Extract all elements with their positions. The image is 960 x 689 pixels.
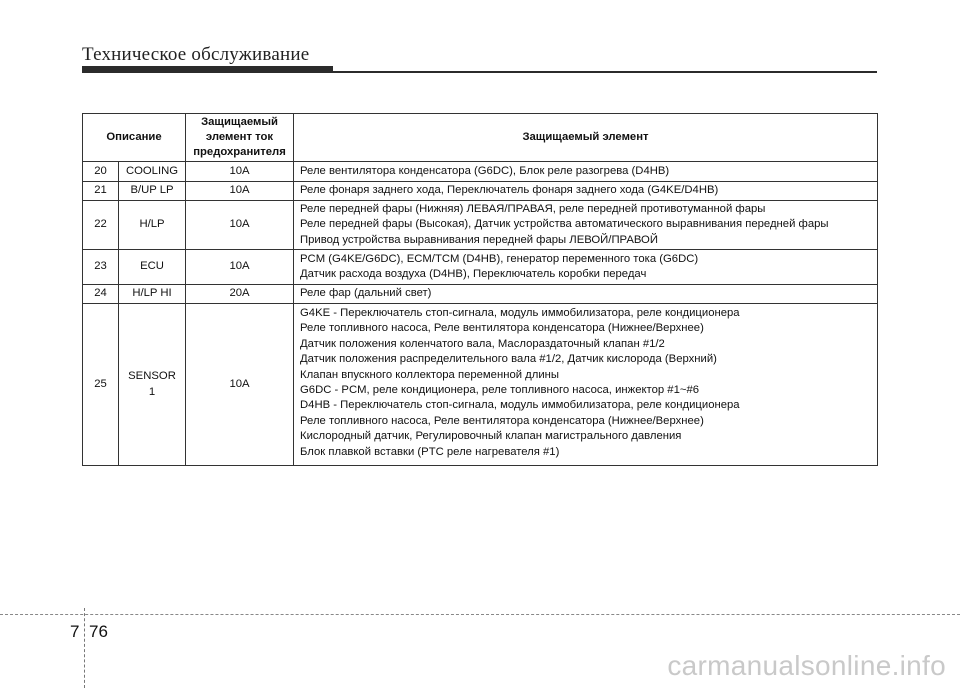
table-header-row <box>83 114 878 162</box>
component-line: Реле топливного насоса, Реле вентилятора конденсатора (Нижнее/Верхнее) <box>300 414 704 427</box>
page-title: Техническое обслуживание <box>82 44 310 65</box>
component-line: Привод устройства выравнивания передней фары ЛЕВОЙ/ПРАВОЙ <box>300 233 658 246</box>
fuse-components <box>294 285 878 304</box>
component-line: Клапан впускного коллектора переменной длины <box>300 368 560 381</box>
fuse-components <box>294 201 878 250</box>
header-component: Защищаемый элемент <box>294 114 878 162</box>
footer-vertical-divider <box>84 608 85 688</box>
fuse-rating: 10A <box>186 250 294 285</box>
component-line: Блок плавкой вставки (PTC реле нагревателя #1) <box>300 445 560 458</box>
component-line: PCM (G4KE/G6DC), ECM/TCM (D4HB), генератор переменного тока (G6DC) <box>300 252 699 265</box>
fuse-number: 25 <box>83 304 119 466</box>
table-body <box>83 162 878 466</box>
fuse-name: SENSOR 1 <box>119 304 186 466</box>
header-rating-line: Защищаемый <box>201 116 278 128</box>
fuse-name: H/LP <box>119 201 186 250</box>
header-rule-thick <box>82 66 333 73</box>
component-line: Датчик расхода воздуха (D4HB), Переключатель коробки передач <box>300 268 647 280</box>
header-description: Описание <box>83 114 186 162</box>
header-rating-line: предохранителя <box>193 146 286 158</box>
header-rating-line: элемент ток <box>205 131 274 143</box>
component-line: Реле фонаря заднего хода, Переключатель фонаря заднего хода (G4KE/D4HB) <box>300 184 719 197</box>
fuse-name: H/LP HI <box>119 285 186 304</box>
table-row <box>83 285 878 304</box>
table-row <box>83 162 878 182</box>
fuse-rating: 20A <box>186 285 294 304</box>
fuse-number: 21 <box>83 182 119 201</box>
page-number: 76 <box>89 622 108 641</box>
page-header <box>82 44 309 66</box>
component-line: G4KE - Переключатель стоп-сигнала, модуль иммобилизатора, реле кондиционера <box>300 307 740 319</box>
table-row <box>83 182 878 201</box>
chapter-number: 7 <box>70 622 80 641</box>
table-row <box>83 201 878 250</box>
fuse-rating: 10A <box>186 182 294 201</box>
fuse-name: COOLING <box>119 162 186 182</box>
footer-divider <box>0 614 960 615</box>
component-line: Реле топливного насоса, Реле вентилятора конденсатора (Нижнее/Верхнее) <box>300 322 704 335</box>
component-line: Датчик положения распределительного вала #1/2, Датчик кислорода (Верхний) <box>300 353 717 366</box>
fuse-number: 22 <box>83 201 119 250</box>
fuse-number: 24 <box>83 285 119 304</box>
component-line: Реле передней фары (Высокая), Датчик устройства автоматического выравнивания передней фары <box>300 218 829 231</box>
component-line: Датчик положения коленчатого вала, Маслораздаточный клапан #1/2 <box>300 337 665 350</box>
component-line: G6DC - PCM, реле кондиционера, реле топливного насоса, инжектор #1~#6 <box>300 384 700 397</box>
fuse-name: ECU <box>119 250 186 285</box>
component-line: Реле фар (дальний свет) <box>300 287 432 300</box>
fuse-number: 20 <box>83 162 119 182</box>
component-line: Реле вентилятора конденсатора (G6DC), Блок реле разогрева (D4HB) <box>300 164 670 177</box>
fuse-table <box>82 113 878 466</box>
fuse-rating: 10A <box>186 201 294 250</box>
table-row <box>83 250 878 285</box>
fuse-components <box>294 250 878 285</box>
fuse-rating: 10A <box>186 304 294 466</box>
fuse-name: B/UP LP <box>119 182 186 201</box>
fuse-rating: 10A <box>186 162 294 182</box>
fuse-number: 23 <box>83 250 119 285</box>
table-row <box>83 304 878 466</box>
watermark: carmanualsonline.info <box>667 650 946 681</box>
fuse-components <box>294 182 878 201</box>
fuse-components <box>294 304 878 466</box>
header-rating <box>186 114 294 162</box>
header-rule-thin <box>333 71 877 73</box>
component-line: D4HB - Переключатель стоп-сигнала, модуль иммобилизатора, реле кондиционера <box>300 399 740 412</box>
component-line: Реле передней фары (Нижняя) ЛЕВАЯ/ПРАВАЯ, реле передней противотуманной фары <box>300 202 766 215</box>
fuse-components <box>294 162 878 182</box>
component-line: Кислородный датчик, Регулировочный клапан магистрального давления <box>300 430 682 443</box>
